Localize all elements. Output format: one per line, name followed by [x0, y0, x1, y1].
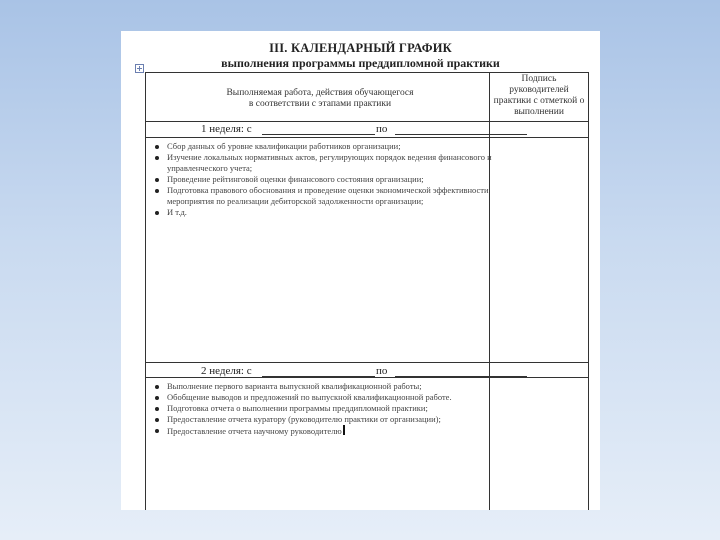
list-item: Подготовка отчета о выполнении программы преддипломной практики;: [153, 403, 493, 414]
list-item: Сбор данных об уровне квалификации работников организации;: [153, 141, 493, 152]
week1-row: [145, 123, 490, 137]
schedule-table: [145, 72, 589, 510]
week1-end-date-blank[interactable]: [395, 134, 527, 135]
week2-top-border: [145, 362, 589, 363]
week1-task-list: [153, 141, 493, 218]
table-border-top: [145, 72, 589, 73]
table-header-border: [145, 121, 589, 122]
list-item: И т.д.: [153, 207, 493, 218]
week2-to-label: по: [376, 365, 388, 377]
column-header-signature: Подпись руководителей практики с отметкой о выполнении: [493, 74, 585, 117]
week2-start-date-blank[interactable]: [262, 376, 375, 377]
list-item: [153, 425, 493, 437]
list-item: Проведение рейтинговой оценки финансового состояния организации;: [153, 174, 493, 185]
document-title: III. КАЛЕНДАРНЫЙ ГРАФИК: [269, 41, 452, 55]
table-move-handle-icon[interactable]: [135, 64, 144, 73]
week1-label: 1 неделя: с: [201, 123, 252, 135]
week2-row: [145, 365, 490, 379]
text-cursor: [343, 425, 345, 435]
document-page: [121, 31, 600, 510]
week1-start-date-blank[interactable]: [262, 134, 375, 135]
week2-task-list: [153, 381, 493, 437]
list-item-text: Предоставление отчета научному руководителю: [167, 426, 342, 436]
list-item: Подготовка правового обоснования и проведение оценки экономической эффективности мероприятия по реализации дебиторской задолженности организации;: [153, 185, 493, 207]
document-subtitle: выполнения программы преддипломной практики: [221, 56, 500, 70]
week1-to-label: по: [376, 123, 388, 135]
list-item: Изучение локальных нормативных актов, регулирующих порядок ведения финансового и управленческого учета;: [153, 152, 493, 174]
week1-top-border: [145, 137, 589, 138]
column-header-work: Выполняемая работа, действия обучающегося в соответствии с этапами практики: [226, 88, 414, 109]
list-item: Выполнение первого варианта выпускной квалификационной работы;: [153, 381, 493, 392]
week2-label: 2 неделя: с: [201, 365, 252, 377]
week2-end-date-blank[interactable]: [395, 376, 527, 377]
list-item: Обобщение выводов и предложений по выпускной квалификационной работе.: [153, 392, 493, 403]
list-item: Предоставление отчета куратору (руководителю практики от организации);: [153, 414, 493, 425]
